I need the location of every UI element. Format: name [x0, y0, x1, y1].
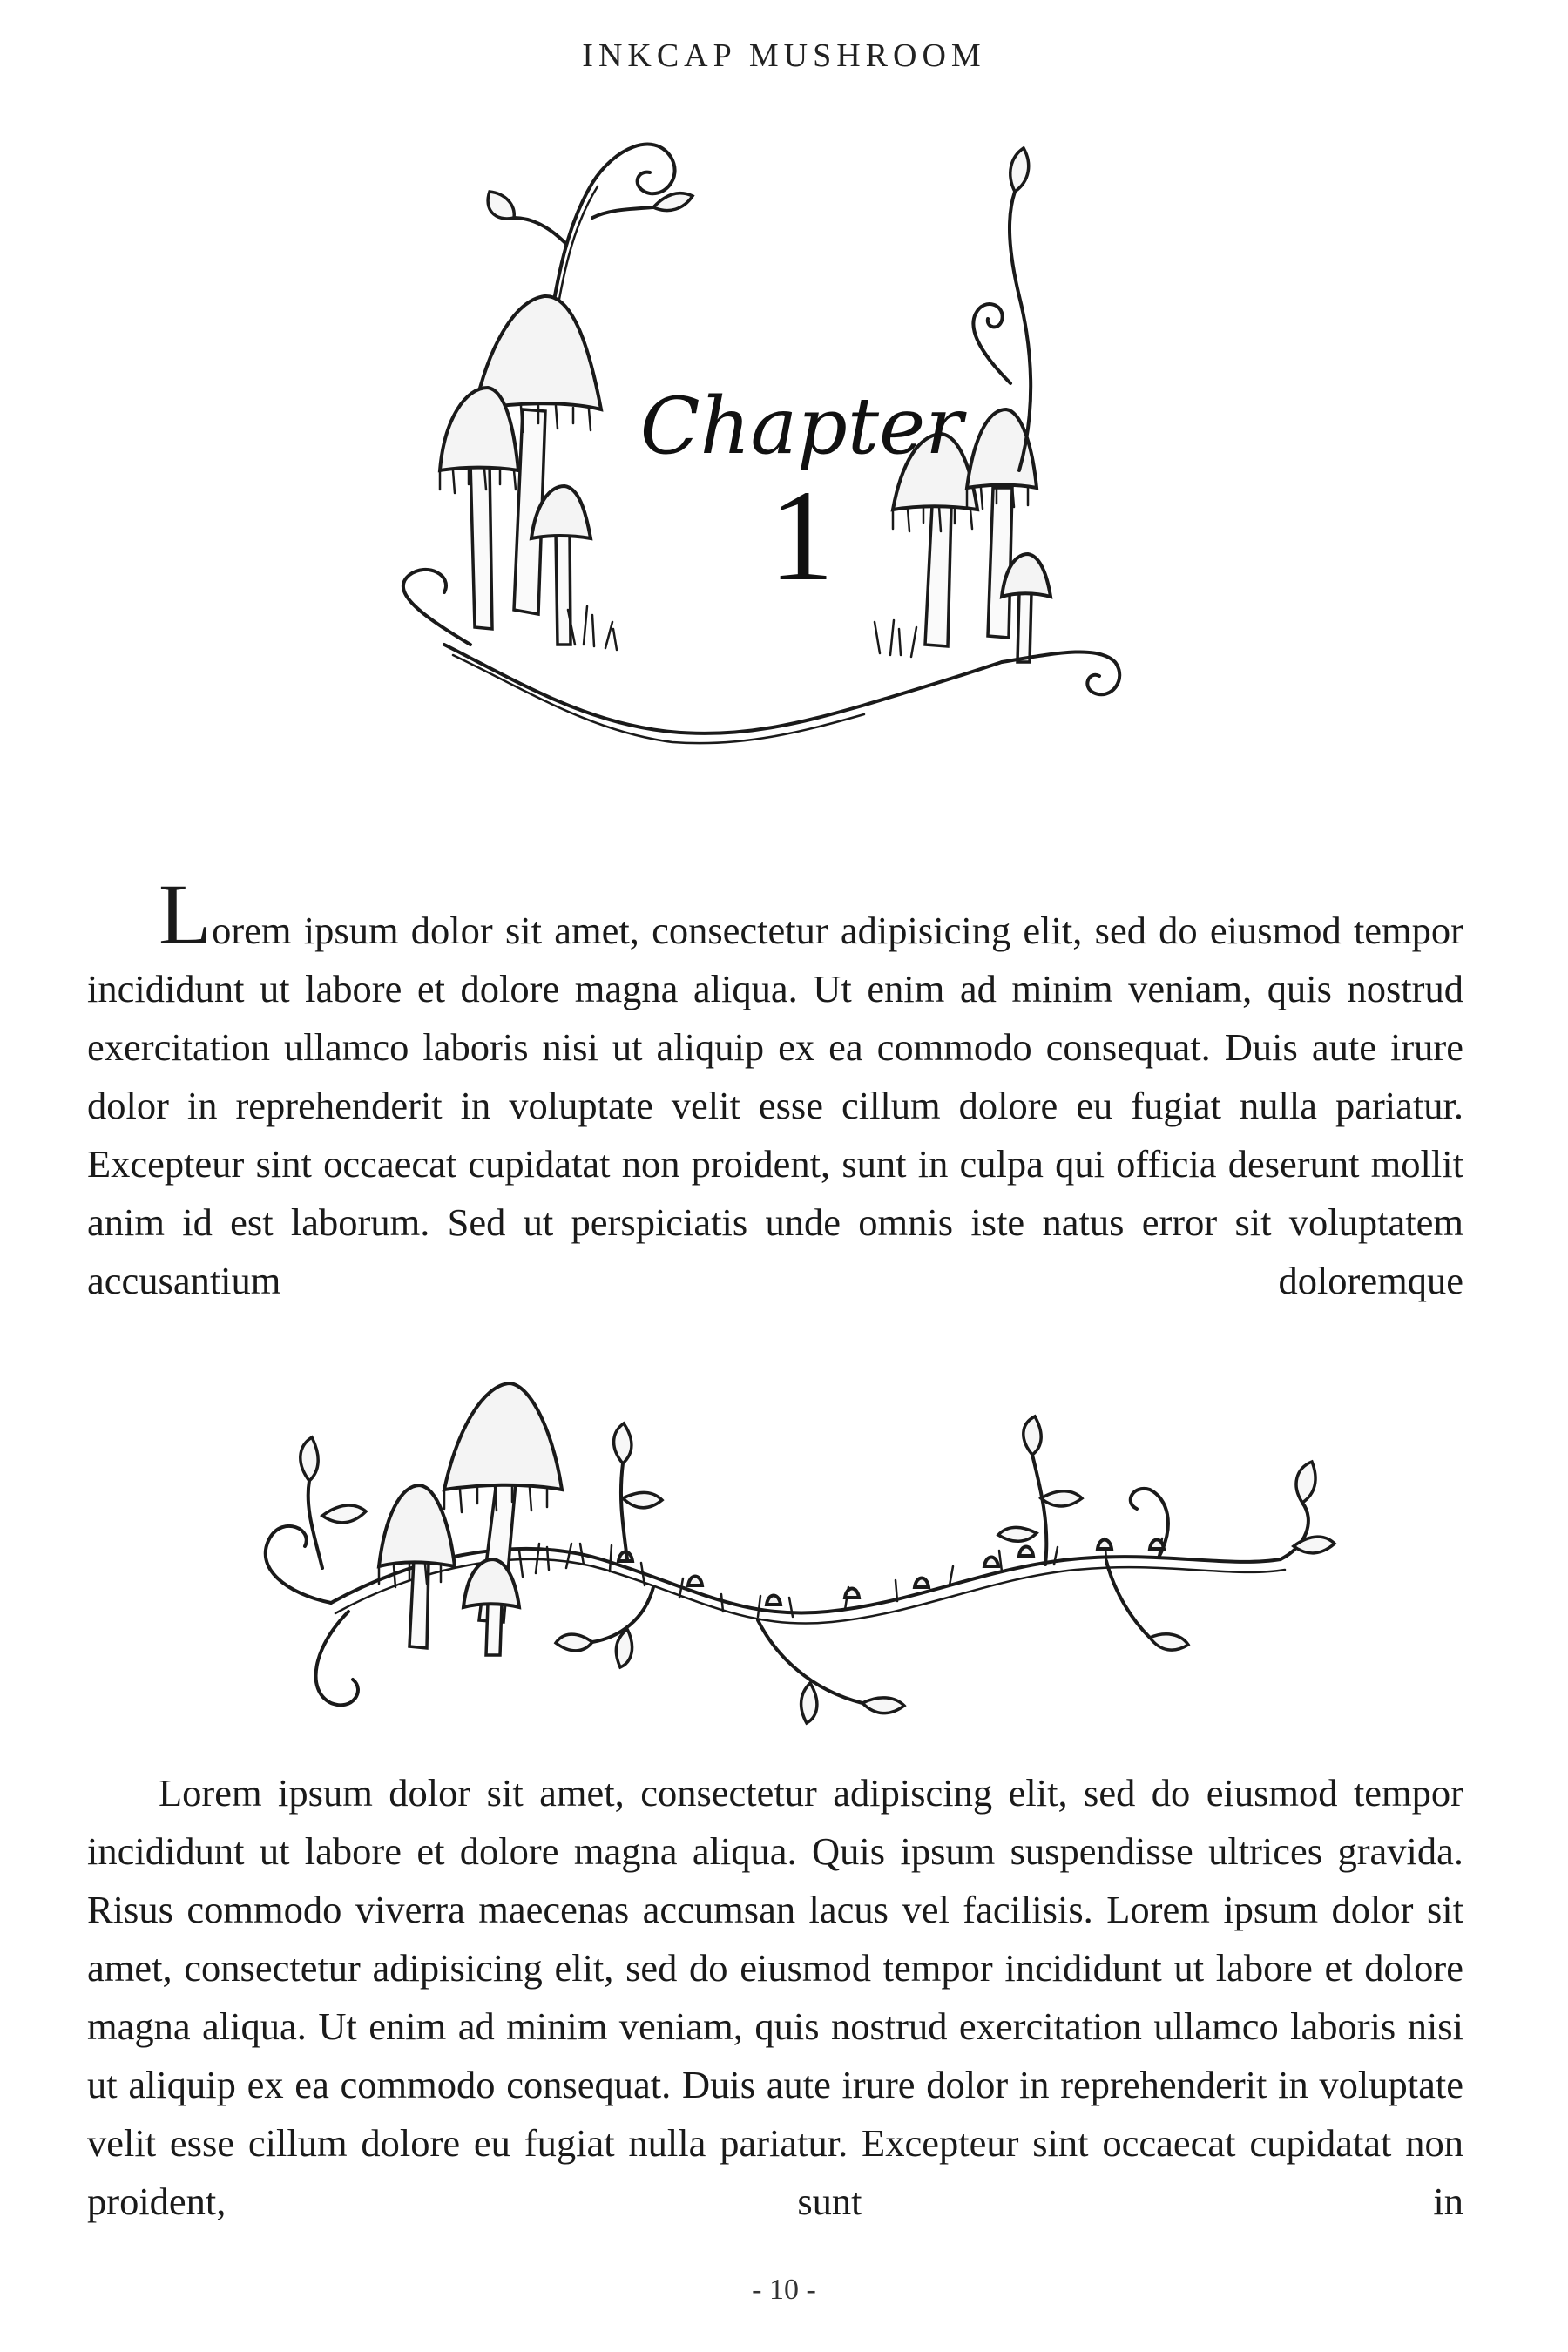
- chapter-title: Chapter: [639, 381, 963, 472]
- chapter-heading: [523, 381, 1080, 608]
- drop-cap: L: [159, 866, 213, 963]
- body-paragraph-2: Lorem ipsum dolor sit amet, consectetur adipiscing elit, sed do eiusmod tempor incididunt ut labore et dolore magna aliqua. Quis ipsum suspendisse ultrices gravida. Risus commodo viverra maecenas accumsan lacus vel facilisis. Lorem ipsum dolor sit amet, consectetur adipisicing elit, sed do eiusmod tempor incididunt ut labore et dolore magna aliqua. Ut enim ad minim veniam, quis nostrud exercitation ullamco laboris nisi ut aliquip ex ea commodo consequat. Duis aute irure dolor in reprehenderit in voluptate velit esse cillum dolore eu fugiat nulla pariatur. Excepteur sint occaecat cupidatat non proident, sunt in: [87, 1771, 1463, 2223]
- chapter-number: 1: [768, 463, 835, 608]
- body-paragraph-1: [87, 866, 1463, 1310]
- page-number: - 10 -: [752, 2274, 816, 2306]
- mushroom-vine-divider-icon: [235, 1359, 1368, 1742]
- running-header: INKCAP MUSHROOM: [582, 37, 986, 74]
- paragraph-text: orem ipsum dolor sit amet, consectetur adipisicing elit, sed do eiusmod tempor incididunt ut labore et dolore magna aliqua. Ut enim ad minim veniam, quis nostrud exercitation ullamco laboris nisi ut aliquip ex ea commodo consequat. Duis aute irure dolor in reprehenderit in voluptate velit esse cillum dolore eu fugiat nulla pariatur. Excepteur sint occaecat cupidatat non proident, sunt in culpa qui officia deserunt mollit anim id est laborum. Sed ut perspiciatis unde omnis iste natus error sit voluptatem accusantium doloremque: [87, 909, 1463, 1302]
